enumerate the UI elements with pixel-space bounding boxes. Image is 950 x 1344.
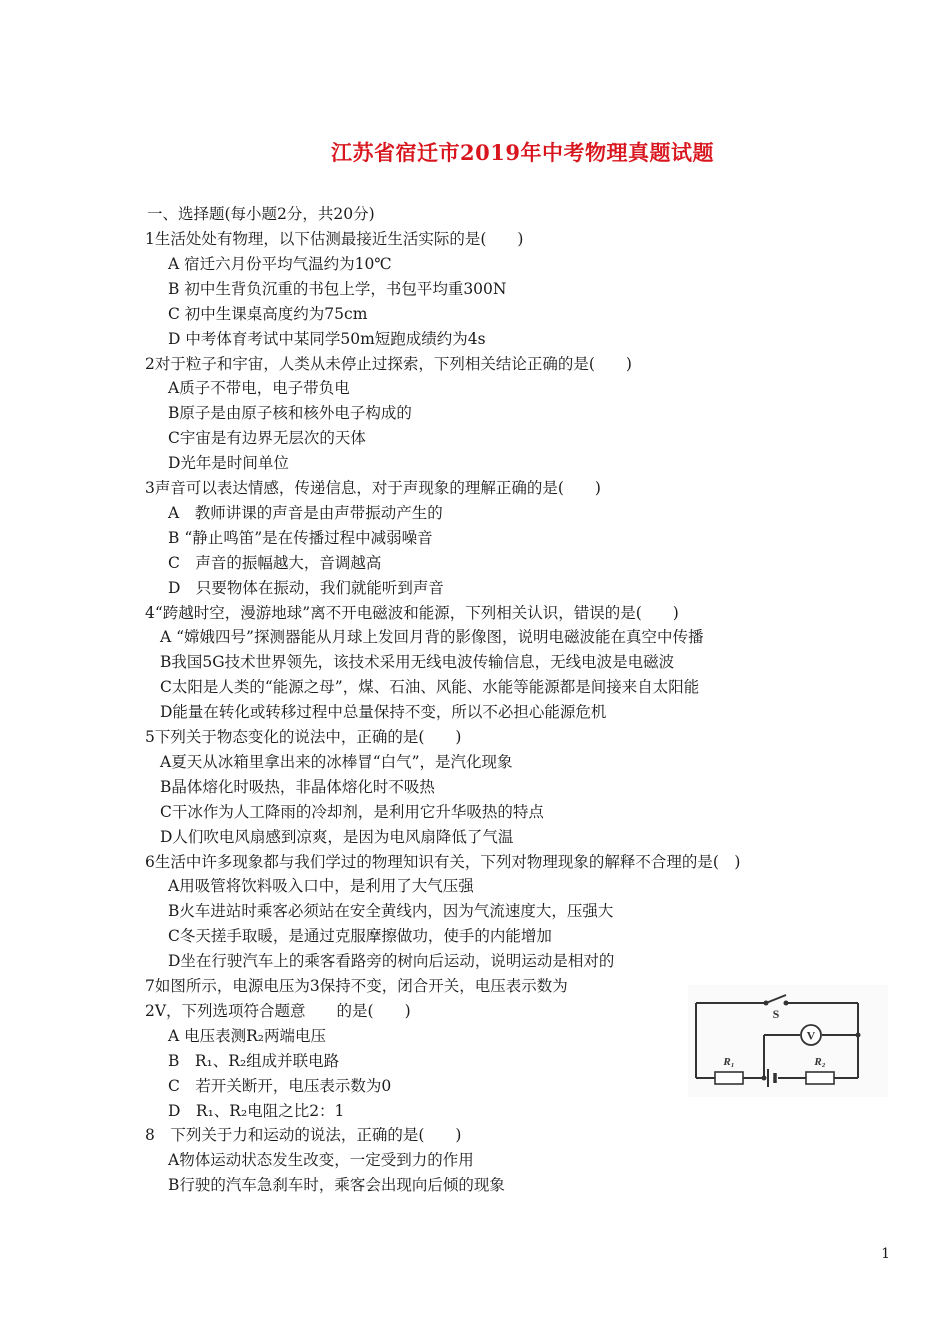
question-stem: 5下列关于物态变化的说法中，正确的是( ) bbox=[145, 728, 462, 746]
answer-option: A夏天从冰箱里拿出来的冰棒冒“白气”，是汽化现象 bbox=[160, 753, 513, 771]
answer-option: C冬天搓手取暖，是通过克服摩擦做功，使手的内能增加 bbox=[168, 927, 552, 945]
answer-option: A质子不带电，电子带负电 bbox=[168, 379, 350, 397]
answer-option: A 宿迁六月份平均气温约为10℃ bbox=[168, 255, 392, 273]
answer-option: A用吸管将饮料吸入口中，是利用了大气压强 bbox=[168, 877, 474, 895]
question-stem: 6生活中许多现象都与我们学过的物理知识有关，下列对物理现象的解释不合理的是( ) bbox=[145, 853, 741, 871]
answer-option: C 初中生课桌高度约为75cm bbox=[168, 305, 368, 323]
voltmeter-label: V bbox=[806, 1028, 816, 1043]
answer-option: B我国5G技术世界领先，该技术采用无线电波传输信息，无线电波是电磁波 bbox=[160, 653, 675, 671]
question-stem: 8 下列关于力和运动的说法，正确的是( ) bbox=[145, 1126, 462, 1144]
answer-option: A 电压表测R₂两端电压 bbox=[168, 1027, 327, 1045]
answer-option: B “静止鸣笛”是在传播过程中减弱噪音 bbox=[168, 529, 433, 547]
answer-option: B行驶的汽车急刹车时，乘客会出现向后倾的现象 bbox=[168, 1176, 505, 1194]
answer-option: D能量在转化或转移过程中总量保持不变，所以不必担心能源危机 bbox=[160, 703, 607, 721]
question-stem: 4“跨越时空，漫游地球”离不开电磁波和能源，下列相关认识，错误的是( ) bbox=[145, 604, 679, 622]
answer-option: D人们吹电风扇感到凉爽，是因为电风扇降低了气温 bbox=[160, 828, 514, 846]
answer-option: C 若开关断开，电压表示数为0 bbox=[168, 1077, 392, 1095]
answer-option: A 教师讲课的声音是由声带振动产生的 bbox=[168, 504, 443, 522]
r1-label: R₁ bbox=[723, 1056, 735, 1068]
answer-option: B 初中生背负沉重的书包上学，书包平均重300N bbox=[168, 280, 507, 298]
resistor-r1 bbox=[715, 1072, 743, 1084]
answer-option: D 只要物体在振动，我们就能听到声音 bbox=[168, 579, 444, 597]
answer-option: C宇宙是有边界无层次的天体 bbox=[168, 429, 366, 447]
answer-option: B原子是由原子核和核外电子构成的 bbox=[168, 404, 412, 422]
question-stem: 1生活处处有物理，以下估测最接近生活实际的是( ) bbox=[145, 230, 524, 248]
switch-label: S bbox=[772, 1007, 780, 1021]
answer-option: B火车进站时乘客必须站在安全黄线内，因为气流速度大，压强大 bbox=[168, 902, 614, 920]
answer-option: A “嫦娥四号”探测器能从月球上发回月背的影像图，说明电磁波能在真空中传播 bbox=[160, 628, 704, 646]
circuit-diagram bbox=[688, 985, 888, 1097]
question-stem: 7如图所示，电源电压为3保持不变，闭合开关，电压表示数为 bbox=[145, 977, 568, 995]
answer-option: D坐在行驶汽车上的乘客看路旁的树向后运动，说明运动是相对的 bbox=[168, 952, 615, 970]
answer-option: C干冰作为人工降雨的冷却剂，是利用它升华吸热的特点 bbox=[160, 803, 544, 821]
resistor-r2 bbox=[806, 1072, 834, 1084]
question-stem: 2V，下列选项符合题意 的是( ) bbox=[145, 1002, 411, 1020]
answer-option: D光年是时间单位 bbox=[168, 454, 289, 472]
r2-label: R₂ bbox=[814, 1056, 826, 1068]
page-title: 江苏省宿迁市2019年中考物理真题试题 bbox=[331, 140, 714, 165]
answer-option: A物体运动状态发生改变，一定受到力的作用 bbox=[168, 1151, 474, 1169]
question-stem: 2对于粒子和宇宙，人类从未停止过探索，下列相关结论正确的是( ) bbox=[145, 355, 632, 373]
answer-option: C太阳是人类的“能源之母”，煤、石油、风能、水能等能源都是间接来自太阳能 bbox=[160, 678, 700, 696]
answer-option: C 声音的振幅越大，音调越高 bbox=[168, 554, 382, 572]
answer-option: B晶体熔化时吸热，非晶体熔化时不吸热 bbox=[160, 778, 435, 796]
answer-option: B R₁、R₂组成并联电路 bbox=[168, 1052, 340, 1070]
question-stem: 3声音可以表达情感，传递信息，对于声现象的理解正确的是( ) bbox=[145, 479, 601, 497]
answer-option: D R₁、R₂电阻之比2：1 bbox=[168, 1102, 345, 1120]
section-heading: 一、选择题(每小题2分，共20分) bbox=[147, 205, 375, 223]
answer-option: D 中考体育考试中某同学50m短跑成绩约为4s bbox=[168, 330, 486, 348]
page-number: 1 bbox=[881, 1246, 890, 1262]
